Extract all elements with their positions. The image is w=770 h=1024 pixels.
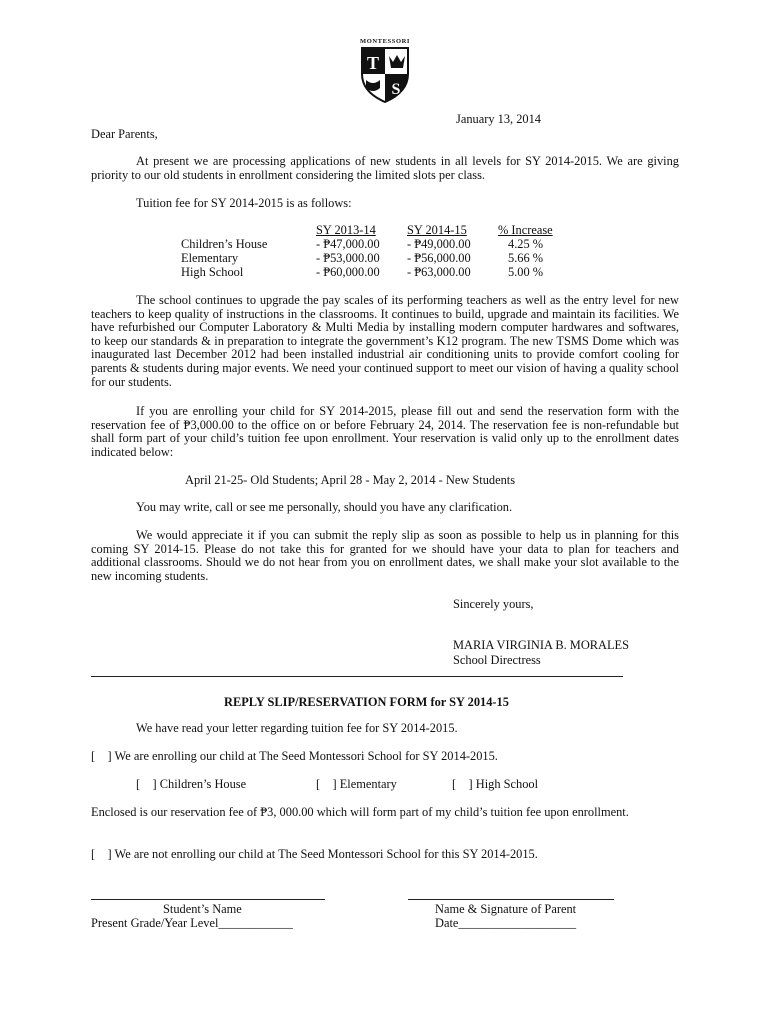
school-logo: [356, 36, 414, 104]
signer-name: MARIA VIRGINIA B. MORALES: [453, 638, 630, 652]
reply-slip-title: REPLY SLIP/RESERVATION FORM for SY 2014-15: [224, 695, 509, 709]
row-old-fee: - ₱53,000.00: [316, 251, 380, 265]
parent-signature-label: Name & Signature of Parent: [435, 902, 577, 916]
header-increase: % Increase: [498, 223, 553, 237]
row-increase: 5.00 %: [508, 265, 544, 279]
svg-text:T: T: [366, 53, 380, 73]
student-name-label: Student’s Name: [163, 902, 242, 916]
paragraph-reservation: If you are enrolling your child for SY 2014-2015, please fill out and send the reservation form with the reservation fee of ₱3,000.00 to the office on or before February 24, 2014. The reservation fee is non-refundable but shall form part of your child’s tuition fee upon enrollment. Your reservation is valid only up to the enrollment dates indicated below:: [91, 404, 679, 459]
row-new-fee: - ₱56,000.00: [407, 251, 471, 265]
closing: Sincerely yours,: [453, 597, 534, 611]
salutation: Dear Parents,: [91, 127, 158, 141]
paragraph-clarification: You may write, call or see me personally, should you have any clarification.: [136, 500, 513, 514]
checkbox-childrens-house[interactable]: [ ] Children’s House: [136, 777, 247, 791]
svg-text:S: S: [391, 81, 401, 98]
signer-title: School Directress: [453, 653, 541, 667]
paragraph-facilities: The school continues to upgrade the pay scales of its performing teachers as well as the entry level for new teachers to keep quality of instructions in the classrooms. It continues to build, upgrade and maintain its facilities. We have refurbished our Computer Laboratory & Multi Media by installing modern computer hardwares and softwares, to keep our standards & in preparation to integrate the government’s K12 program. The new TSMS Dome which was inaugurated last December 2012 had been installed industrial air conditioning units to provide comfort cooling for parents & students during major events. We need your continued support to meet our vision of having a quality school for our students.: [91, 293, 679, 389]
enrollment-dates: April 21-25- Old Students; April 28 - May 2, 2014 - New Students: [185, 473, 516, 487]
parent-signature-line[interactable]: [408, 899, 614, 900]
tuition-intro: Tuition fee for SY 2014-2015 is as follows:: [136, 196, 352, 210]
checkbox-not-enrolling[interactable]: [ ] We are not enrolling our child at The Seed Montessori School for this SY 2014-2015.: [91, 847, 538, 861]
cut-line-divider: [91, 676, 623, 677]
logo-text: MONTESSORI: [359, 38, 411, 45]
row-new-fee: - ₱49,000.00: [407, 237, 471, 251]
student-name-line[interactable]: [91, 899, 325, 900]
grade-level-field[interactable]: Present Grade/Year Level____________: [91, 916, 293, 930]
row-old-fee: - ₱47,000.00: [316, 237, 380, 251]
row-increase: 5.66 %: [508, 251, 544, 265]
row-level: High School: [181, 265, 244, 279]
paragraph-applications: At present we are processing applications of new students in all levels for SY 2014-2015. We are giving priority to our old students in enrollment considering the limited slots per class.: [91, 154, 679, 182]
checkbox-enrolling[interactable]: [ ] We are enrolling our child at The Seed Montessori School for SY 2014-2015.: [91, 749, 498, 763]
row-new-fee: - ₱63,000.00: [407, 265, 471, 279]
letter-date: January 13, 2014: [456, 112, 541, 126]
header-sy-2014: SY 2014-15: [407, 223, 467, 237]
checkbox-elementary[interactable]: [ ] Elementary: [316, 777, 397, 791]
date-field[interactable]: Date___________________: [435, 916, 577, 930]
paragraph-reply-request: We would appreciate it if you can submit the reply slip as soon as possible to help us in planning for this coming SY 2014-15. Please do not take this for granted for we should have your data to plan for teachers and additional classrooms. Should we do not hear from you on enrollment dates, we shall make your slot available to the new incoming students.: [91, 528, 679, 583]
row-level: Children’s House: [181, 237, 268, 251]
row-increase: 4.25 %: [508, 237, 544, 251]
row-level: Elementary: [181, 251, 239, 265]
enclosed-fee-statement: Enclosed is our reservation fee of ₱3, 000.00 which will form part of my child’s tuition fee upon enrollment.: [91, 805, 629, 819]
row-old-fee: - ₱60,000.00: [316, 265, 380, 279]
reply-read-line: We have read your letter regarding tuition fee for SY 2014-2015.: [136, 721, 458, 735]
checkbox-high-school[interactable]: [ ] High School: [452, 777, 539, 791]
header-sy-2013: SY 2013-14: [316, 223, 376, 237]
